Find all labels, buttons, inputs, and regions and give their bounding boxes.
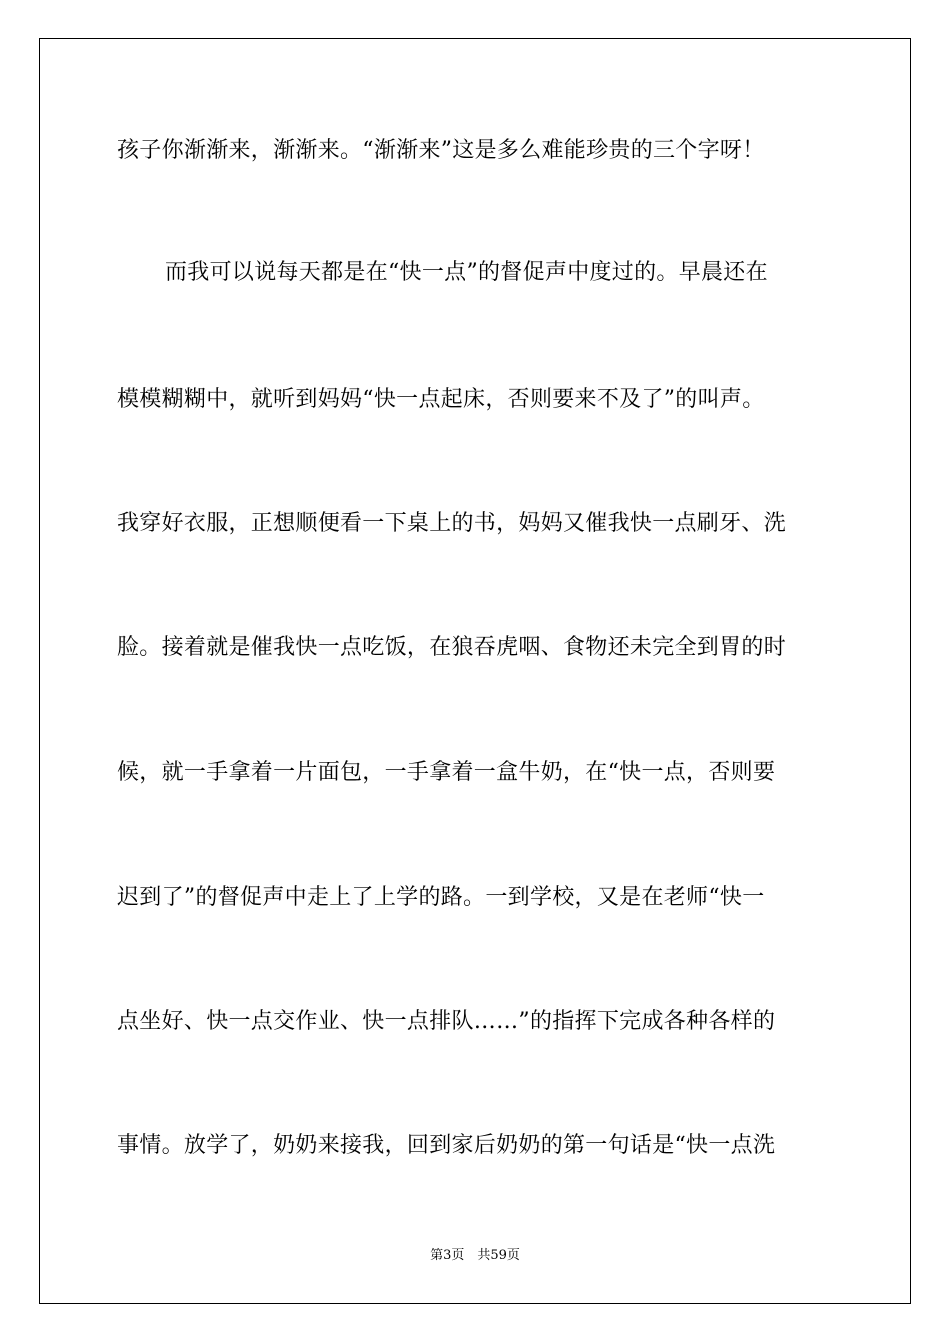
text-line: 我穿好衣服，正想顺便看一下桌上的书，妈妈又催我快一点刷牙、洗 [117, 511, 787, 536]
text-line: 候，就一手拿着一片面包，一手拿着一盒牛奶，在“快一点，否则要 [117, 760, 776, 785]
text-line: 模模糊糊中，就听到妈妈“快一点起床，否则要来不及了”的叫声。 [117, 387, 765, 412]
page-number-footer: 第3页 共59页 [430, 1248, 520, 1263]
text-line: 脸。接着就是催我快一点吃饭，在狼吞虎咽、食物还未完全到胃的时 [117, 635, 787, 660]
page-border [39, 38, 911, 1304]
text-line: 孩子你渐渐来，渐渐来。“渐渐来”这是多么难能珍贵的三个字呀！ [117, 138, 765, 163]
text-line: 点坐好、快一点交作业、快一点排队……”的指挥下完成各种各样的 [117, 1009, 776, 1034]
text-line: 迟到了”的督促声中走上了上学的路。一到学校，又是在老师“快一 [117, 885, 765, 910]
text-line: 事情。放学了，奶奶来接我，回到家后奶奶的第一句话是“快一点洗 [117, 1133, 776, 1158]
text-line-indented: 而我可以说每天都是在“快一点”的督促声中度过的。早晨还在 [165, 260, 768, 285]
